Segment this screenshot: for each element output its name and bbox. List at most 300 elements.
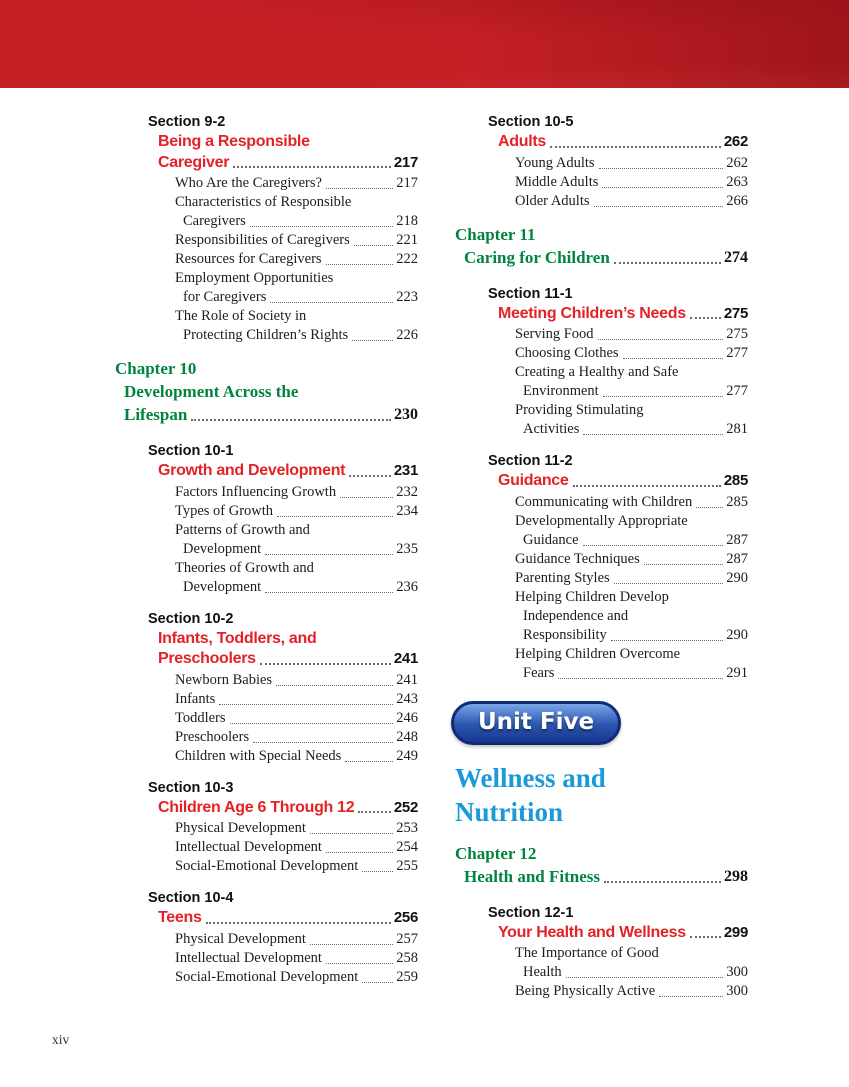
toc-item bbox=[175, 193, 418, 231]
section-title-text: Your Health and Wellness bbox=[498, 923, 686, 941]
toc-item-line bbox=[175, 747, 418, 766]
toc-item-text: Providing Stimulating bbox=[515, 402, 644, 418]
section-title-line bbox=[498, 471, 748, 492]
toc-item-text: Older Adults bbox=[515, 192, 590, 209]
section-title-line bbox=[158, 132, 418, 153]
page-number: 232 bbox=[396, 483, 418, 500]
section-title-text: Teens bbox=[158, 909, 202, 926]
chapter-title-line bbox=[464, 246, 748, 269]
toc-item bbox=[175, 857, 418, 876]
toc-item-text: Independence and bbox=[523, 607, 629, 624]
toc-item-text: for Caregivers bbox=[183, 289, 267, 305]
page-number: 249 bbox=[396, 747, 418, 764]
toc-item-line bbox=[175, 174, 418, 193]
leader-dots bbox=[602, 187, 723, 188]
page-number: 287 bbox=[726, 531, 748, 548]
chapter-entry bbox=[115, 358, 418, 426]
section-title bbox=[498, 132, 748, 153]
chapter-title-line bbox=[124, 403, 418, 426]
toc-item-text: Intellectual Development bbox=[175, 949, 322, 966]
page-number: 266 bbox=[726, 192, 748, 209]
toc-item bbox=[515, 944, 748, 982]
section-title-line bbox=[158, 798, 418, 819]
toc-item-text: Communicating with Children bbox=[515, 493, 693, 510]
toc-item-text: Fears bbox=[523, 664, 555, 681]
toc-item-text: Factors Influencing Growth bbox=[175, 483, 337, 500]
page-number: 290 bbox=[726, 626, 748, 643]
toc-item-line bbox=[175, 269, 418, 288]
toc-item bbox=[175, 709, 418, 728]
toc-item-line bbox=[515, 626, 748, 645]
page-number: 241 bbox=[396, 671, 418, 688]
chapter-title-text: Health and Fitness bbox=[464, 866, 601, 886]
toc-item-text: The Importance of Good bbox=[515, 945, 659, 961]
toc-item-line bbox=[175, 288, 418, 307]
section-entry bbox=[115, 112, 418, 345]
leader-dots bbox=[659, 996, 723, 997]
leader-dots bbox=[326, 963, 393, 964]
toc-item-text: The Role of Society in bbox=[175, 308, 307, 324]
toc-item-text: Patterns of Growth and bbox=[175, 521, 310, 538]
toc-item bbox=[515, 512, 748, 550]
leader-dots bbox=[326, 264, 394, 265]
page-number: 287 bbox=[726, 550, 748, 567]
toc-item bbox=[175, 483, 418, 502]
section-title bbox=[158, 629, 418, 670]
chapter-title bbox=[115, 380, 418, 426]
leader-dots bbox=[558, 678, 723, 679]
section-title bbox=[158, 798, 418, 819]
page-number: 235 bbox=[396, 540, 418, 557]
page-number: 257 bbox=[396, 930, 418, 947]
leader-dots bbox=[623, 358, 724, 359]
toc-item-line bbox=[515, 588, 748, 607]
toc-item-line bbox=[515, 569, 748, 588]
toc-item-text: Who Are the Caregivers? bbox=[175, 175, 322, 191]
toc-item-line bbox=[175, 193, 418, 212]
page-number: 258 bbox=[396, 949, 418, 966]
leader-dots bbox=[250, 226, 393, 227]
leader-dots bbox=[594, 206, 724, 207]
page-number: 241 bbox=[393, 650, 418, 667]
toc-item bbox=[515, 173, 748, 192]
page-number: 255 bbox=[396, 858, 418, 874]
toc-item-text: Resources for Caregivers bbox=[175, 251, 322, 267]
toc-item-line bbox=[175, 502, 418, 521]
section-entry bbox=[455, 903, 748, 1002]
toc-item bbox=[515, 363, 748, 401]
page-number: 252 bbox=[393, 798, 418, 816]
leader-dots bbox=[260, 663, 391, 665]
toc-item bbox=[515, 550, 748, 569]
page-number: 221 bbox=[396, 232, 418, 248]
section-entry bbox=[455, 451, 748, 683]
section-title bbox=[498, 923, 748, 944]
section-title bbox=[158, 908, 418, 929]
toc-item bbox=[175, 930, 418, 949]
leader-dots bbox=[583, 434, 723, 435]
toc-item-text: Guidance Techniques bbox=[515, 550, 640, 567]
chapter-label: Chapter 11 bbox=[455, 224, 536, 244]
toc-item-line bbox=[515, 531, 748, 550]
section-title bbox=[158, 132, 418, 173]
toc-item-line bbox=[175, 212, 418, 231]
toc-item-line bbox=[515, 944, 748, 963]
page-number: 223 bbox=[396, 289, 418, 305]
toc-item-text: Choosing Clothes bbox=[515, 345, 619, 361]
chapter-title bbox=[455, 865, 748, 888]
toc-item bbox=[175, 690, 418, 709]
toc-item-text: Guidance bbox=[523, 531, 579, 548]
toc-item-line bbox=[515, 550, 748, 569]
toc-item-text: Helping Children Develop bbox=[515, 588, 669, 605]
leader-dots bbox=[310, 833, 393, 834]
section-title-line bbox=[498, 304, 748, 325]
section-title bbox=[498, 304, 748, 325]
page-number: 263 bbox=[726, 173, 748, 190]
toc-item-text: Preschoolers bbox=[175, 728, 250, 745]
section-title-line bbox=[158, 461, 418, 482]
leader-dots bbox=[206, 922, 391, 924]
unit-entry bbox=[455, 701, 748, 829]
toc-item-line bbox=[515, 401, 748, 420]
toc-item-text: Caregivers bbox=[183, 213, 246, 229]
leader-dots bbox=[253, 742, 393, 743]
toc-item-line bbox=[175, 857, 418, 876]
section-entry bbox=[115, 441, 418, 597]
page-number: 222 bbox=[396, 251, 418, 267]
chapter-title bbox=[455, 246, 748, 269]
page-number: 236 bbox=[396, 578, 418, 595]
page-number: 262 bbox=[723, 133, 748, 150]
toc-item-text: Employment Opportunities bbox=[175, 270, 334, 286]
page-number: 234 bbox=[396, 502, 418, 519]
section-title-text: Adults bbox=[498, 133, 546, 150]
toc-item-line bbox=[515, 382, 748, 401]
section-items bbox=[515, 944, 748, 1001]
section-title-text: Preschoolers bbox=[158, 650, 256, 667]
section-title-line bbox=[158, 153, 418, 174]
toc-item-text: Intellectual Development bbox=[175, 839, 322, 855]
toc-item bbox=[175, 559, 418, 597]
toc-item-line bbox=[175, 968, 418, 987]
section-title-line bbox=[498, 923, 748, 944]
toc-item-text: Physical Development bbox=[175, 820, 306, 836]
leader-dots bbox=[230, 723, 394, 724]
toc-item-line bbox=[175, 819, 418, 838]
section-label: Section 10-4 bbox=[148, 890, 234, 906]
toc-item-text: Being Physically Active bbox=[515, 983, 656, 999]
toc-item bbox=[175, 671, 418, 690]
toc-item-text: Developmentally Appropriate bbox=[515, 512, 688, 529]
toc-item-text: Social-Emotional Development bbox=[175, 858, 359, 874]
section-title-line bbox=[158, 649, 418, 670]
toc-item-line bbox=[175, 690, 418, 709]
toc-item-text: Social-Emotional Development bbox=[175, 968, 359, 985]
toc-item-text: Young Adults bbox=[515, 154, 595, 171]
toc-item bbox=[515, 569, 748, 588]
toc-item-line bbox=[175, 838, 418, 857]
leader-dots bbox=[598, 339, 724, 340]
toc-item bbox=[175, 174, 418, 193]
leader-dots bbox=[690, 936, 721, 938]
page-number: 290 bbox=[726, 569, 748, 586]
leader-dots bbox=[550, 146, 721, 148]
leader-dots bbox=[362, 871, 393, 872]
toc-item-text: Infants bbox=[175, 690, 216, 707]
page-number: 243 bbox=[396, 690, 418, 707]
section-entry bbox=[455, 112, 748, 211]
leader-dots bbox=[340, 497, 393, 498]
page-number: 256 bbox=[393, 909, 418, 926]
toc-item-line bbox=[515, 420, 748, 439]
toc-item-line bbox=[515, 645, 748, 664]
toc-item-text: Creating a Healthy and Safe bbox=[515, 364, 679, 380]
toc-item-line bbox=[175, 728, 418, 747]
toc-item bbox=[175, 250, 418, 269]
page-number: 299 bbox=[723, 923, 748, 941]
toc-item bbox=[515, 344, 748, 363]
toc-item-text: Children with Special Needs bbox=[175, 747, 342, 764]
toc-item-line bbox=[515, 963, 748, 982]
page-number: 275 bbox=[723, 304, 748, 322]
page-number: 217 bbox=[396, 175, 418, 191]
toc-item bbox=[175, 307, 418, 345]
leader-dots bbox=[265, 554, 393, 555]
leader-dots bbox=[326, 188, 393, 189]
leader-dots bbox=[326, 852, 393, 853]
page-number: 281 bbox=[726, 421, 748, 437]
toc-item-line bbox=[515, 363, 748, 382]
leader-dots bbox=[611, 640, 723, 641]
toc-item-text: Physical Development bbox=[175, 930, 306, 947]
leader-dots bbox=[191, 419, 391, 421]
leader-dots bbox=[603, 396, 724, 397]
page-number: 231 bbox=[393, 462, 418, 479]
page-number: 285 bbox=[723, 472, 748, 489]
section-label: Section 10-1 bbox=[148, 443, 234, 459]
section-entry bbox=[115, 888, 418, 987]
leader-dots bbox=[354, 245, 393, 246]
toc-item-line bbox=[175, 231, 418, 250]
leader-dots bbox=[566, 977, 724, 978]
toc-item bbox=[175, 521, 418, 559]
leader-dots bbox=[352, 340, 393, 341]
section-label: Section 10-5 bbox=[488, 114, 574, 130]
leader-dots bbox=[233, 166, 391, 168]
leader-dots bbox=[690, 317, 721, 319]
leader-dots bbox=[644, 564, 724, 565]
toc-item-line bbox=[175, 521, 418, 540]
section-title bbox=[498, 471, 748, 492]
toc-item-text: Serving Food bbox=[515, 326, 594, 342]
toc-item-line bbox=[515, 154, 748, 173]
toc-item bbox=[175, 231, 418, 250]
page-number: 275 bbox=[726, 326, 748, 342]
toc-item-line bbox=[515, 607, 748, 626]
section-items bbox=[515, 154, 748, 211]
section-items bbox=[515, 493, 748, 683]
leader-dots bbox=[219, 704, 393, 705]
toc-item bbox=[175, 838, 418, 857]
leader-dots bbox=[265, 592, 393, 593]
toc-item-text: Development bbox=[183, 578, 262, 595]
page-number: 217 bbox=[393, 153, 418, 171]
leader-dots bbox=[583, 545, 724, 546]
unit-title-line: Nutrition bbox=[455, 796, 563, 827]
section-title-text: Being a Responsible bbox=[158, 133, 310, 150]
leader-dots bbox=[276, 685, 393, 686]
page-number: 274 bbox=[724, 248, 748, 266]
toc-item-text: Activities bbox=[523, 421, 580, 437]
section-title-line bbox=[158, 908, 418, 929]
section-title bbox=[158, 461, 418, 482]
toc-item-text: Environment bbox=[523, 383, 599, 399]
toc-item-text: Development bbox=[183, 540, 262, 557]
chapter-title-text: Development Across the bbox=[124, 382, 299, 401]
toc-item-line bbox=[515, 664, 748, 683]
section-entry bbox=[455, 284, 748, 440]
toc-item bbox=[175, 502, 418, 521]
toc-item bbox=[515, 645, 748, 683]
section-label: Section 12-1 bbox=[488, 904, 574, 921]
section-label: Section 10-2 bbox=[148, 610, 234, 627]
section-label: Section 11-2 bbox=[488, 453, 573, 469]
section-title-text: Caregiver bbox=[158, 153, 230, 171]
unit-badge: Unit Five bbox=[451, 701, 621, 745]
section-items bbox=[175, 819, 418, 876]
chapter-label: Chapter 10 bbox=[115, 359, 197, 378]
toc-item-line bbox=[175, 483, 418, 502]
section-label: Section 10-3 bbox=[148, 779, 234, 796]
section-items bbox=[175, 483, 418, 597]
toc-column-left bbox=[115, 112, 418, 999]
section-title-text: Meeting Children’s Needs bbox=[498, 304, 686, 322]
chapter-title-line bbox=[124, 380, 418, 403]
toc-item-text: Health bbox=[523, 964, 562, 980]
toc-item-line bbox=[515, 325, 748, 344]
toc-item-line bbox=[515, 173, 748, 192]
leader-dots bbox=[358, 811, 390, 813]
section-items bbox=[175, 174, 418, 345]
toc-item-text: Middle Adults bbox=[515, 173, 599, 190]
toc-item-line bbox=[515, 982, 748, 1001]
toc-item-line bbox=[515, 493, 748, 512]
toc-item-line bbox=[175, 949, 418, 968]
section-items bbox=[175, 671, 418, 766]
toc-item-line bbox=[175, 930, 418, 949]
top-red-banner bbox=[0, 0, 849, 88]
leader-dots bbox=[345, 761, 393, 762]
leader-dots bbox=[310, 944, 393, 945]
section-items bbox=[515, 325, 748, 439]
toc-item-line bbox=[515, 512, 748, 531]
unit-title-line: Wellness and bbox=[455, 762, 606, 793]
section-label: Section 9-2 bbox=[148, 114, 226, 130]
unit-title bbox=[455, 761, 748, 829]
toc-column-right bbox=[455, 112, 748, 1013]
toc-item-text: Theories of Growth and bbox=[175, 559, 314, 576]
toc-item bbox=[515, 154, 748, 173]
page-number: 226 bbox=[396, 327, 418, 343]
toc-item-line bbox=[175, 578, 418, 597]
section-label: Section 11-1 bbox=[488, 285, 573, 302]
leader-dots bbox=[277, 516, 393, 517]
chapter-label: Chapter 12 bbox=[455, 843, 537, 863]
page-number: 230 bbox=[394, 406, 418, 423]
page-number: 300 bbox=[726, 964, 748, 980]
toc-item bbox=[175, 949, 418, 968]
toc-item-line bbox=[175, 709, 418, 728]
page-number: 277 bbox=[726, 345, 748, 361]
section-title-line bbox=[158, 629, 418, 650]
leader-dots bbox=[614, 262, 721, 264]
page-number: 285 bbox=[726, 493, 748, 510]
chapter-title-text: Lifespan bbox=[124, 405, 188, 424]
leader-dots bbox=[573, 485, 721, 487]
page-number: 298 bbox=[724, 867, 748, 885]
toc-item bbox=[175, 747, 418, 766]
page-number-footer: xiv bbox=[52, 1032, 70, 1047]
page-number: 246 bbox=[396, 709, 418, 726]
toc-item-line bbox=[175, 250, 418, 269]
page-number: 262 bbox=[726, 154, 748, 171]
toc-item bbox=[515, 493, 748, 512]
chapter-title-line bbox=[464, 865, 748, 888]
toc-item bbox=[515, 192, 748, 211]
leader-dots bbox=[696, 507, 723, 508]
leader-dots bbox=[614, 583, 724, 584]
leader-dots bbox=[349, 475, 391, 477]
chapter-title-text: Caring for Children bbox=[464, 247, 610, 267]
toc-item-text: Protecting Children’s Rights bbox=[183, 327, 349, 343]
page-number: 218 bbox=[396, 213, 418, 229]
toc-item-line bbox=[175, 559, 418, 578]
page-number: 248 bbox=[396, 728, 418, 745]
leader-dots bbox=[362, 982, 393, 983]
toc-item bbox=[515, 982, 748, 1001]
section-title-text: Growth and Development bbox=[158, 462, 346, 479]
toc-item-line bbox=[515, 344, 748, 363]
section-title-line bbox=[498, 132, 748, 153]
toc-item bbox=[515, 588, 748, 645]
page-number: 253 bbox=[396, 820, 418, 836]
chapter-entry bbox=[455, 843, 748, 888]
section-entry bbox=[115, 609, 418, 766]
toc-item bbox=[175, 819, 418, 838]
toc-item-text: Characteristics of Responsible bbox=[175, 194, 352, 210]
section-title-text: Guidance bbox=[498, 472, 569, 489]
chapter-entry bbox=[455, 224, 748, 269]
toc-item-text: Newborn Babies bbox=[175, 671, 273, 688]
page-number: 300 bbox=[726, 983, 748, 999]
section-title-text: Infants, Toddlers, and bbox=[158, 629, 317, 647]
toc-item-text: Responsibilities of Caregivers bbox=[175, 232, 350, 248]
leader-dots bbox=[270, 302, 393, 303]
toc-item-line bbox=[175, 307, 418, 326]
toc-item bbox=[175, 968, 418, 987]
toc-item-line bbox=[175, 671, 418, 690]
section-items bbox=[175, 930, 418, 987]
toc-item-text: Responsibility bbox=[523, 626, 607, 643]
toc-item bbox=[175, 269, 418, 307]
toc-item-text: Types of Growth bbox=[175, 502, 274, 519]
page-number: 259 bbox=[396, 968, 418, 985]
leader-dots bbox=[599, 168, 724, 169]
section-entry bbox=[115, 778, 418, 877]
toc-item-line bbox=[515, 192, 748, 211]
toc-item-text: Parenting Styles bbox=[515, 569, 610, 586]
